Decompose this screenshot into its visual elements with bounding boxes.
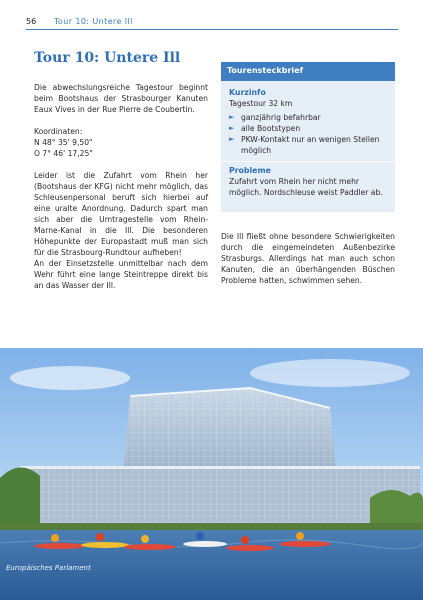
coordinates-label: Koordinaten: <box>34 127 83 136</box>
list-item-text: alle Bootstypen <box>241 124 301 133</box>
page-header <box>26 16 398 30</box>
photo-credit: Europäisches Parlament <box>6 564 91 572</box>
list-item-text: ganzjährig befahrbar <box>241 113 321 122</box>
access-paragraph: Leider ist die Zufahrt vom Rhein her (Bootshaus der KFG) nicht mehr möglich, das Schleusenpersonal beruft sich hierbei auf eine uralte Anordnung. Dadurch spart man sich aber die Umtragestelle vom Rhein-Marne-Kanal in die Ill. Die besonderen Höhepunkte der Europastadt muß man sich für die Strasbourg-Rundtour aufheben! <box>34 171 208 257</box>
tour-profile-box <box>221 62 395 212</box>
kurzinfo-title: Kurzinfo <box>229 88 266 97</box>
kurzinfo-section <box>221 87 395 156</box>
chapter-title: Tour 10: Untere Ill <box>34 50 181 66</box>
right-column-paragraph: Die Ill fließt ohne besondere Schwierigkeiten durch die eingemeindeten Außenbezirke Strasburgs. Allerdings hat man auch schon Kanuten, die an überhängenden Büschen Probleme hatten, schwimmen sehen. <box>221 232 395 285</box>
left-column <box>34 82 208 302</box>
intro-paragraph: Die abwechslungsreiche Tagestour beginnt beim Bootshaus der Strasbourger Kanuten Eaux Vives in der Rue Pierre de Coubertin. <box>34 83 208 114</box>
box-divider <box>221 161 395 162</box>
bullet-arrow-icon: ► <box>229 135 235 143</box>
bullet-arrow-icon: ► <box>229 124 235 132</box>
probleme-title: Probleme <box>229 166 271 175</box>
list-item <box>229 123 387 134</box>
list-item <box>229 134 387 156</box>
coordinate-north: N 48° 35' 9,50" <box>34 138 93 147</box>
photo-illustration <box>0 348 423 600</box>
kurzinfo-text: Tagestour 32 km <box>229 99 293 108</box>
probleme-text: Zufahrt vom Rhein her nicht mehr möglich. Nordschleuse weist Paddler ab. <box>229 177 383 197</box>
launch-paragraph: An der Einsetzstelle unmittelbar nach dem Wehr führt eine lange Steintreppe direkt bis an das Wasser der Ill. <box>34 259 208 290</box>
bullet-arrow-icon: ► <box>229 113 235 121</box>
european-parliament-photo <box>0 348 423 600</box>
coordinates <box>34 126 208 159</box>
coordinate-east: O 7° 46' 17,25" <box>34 149 93 158</box>
page-number: 56 <box>26 17 37 26</box>
tour-profile-heading: Tourensteckbrief <box>221 62 395 81</box>
kurzinfo-list <box>229 112 387 156</box>
list-item-text: PKW-Kontakt nur an wenigen Stellen möglich <box>241 135 380 155</box>
running-title: Tour 10: Untere Ill <box>54 17 133 26</box>
probleme-section <box>221 165 395 198</box>
header-rule <box>26 29 398 30</box>
list-item <box>229 112 387 123</box>
